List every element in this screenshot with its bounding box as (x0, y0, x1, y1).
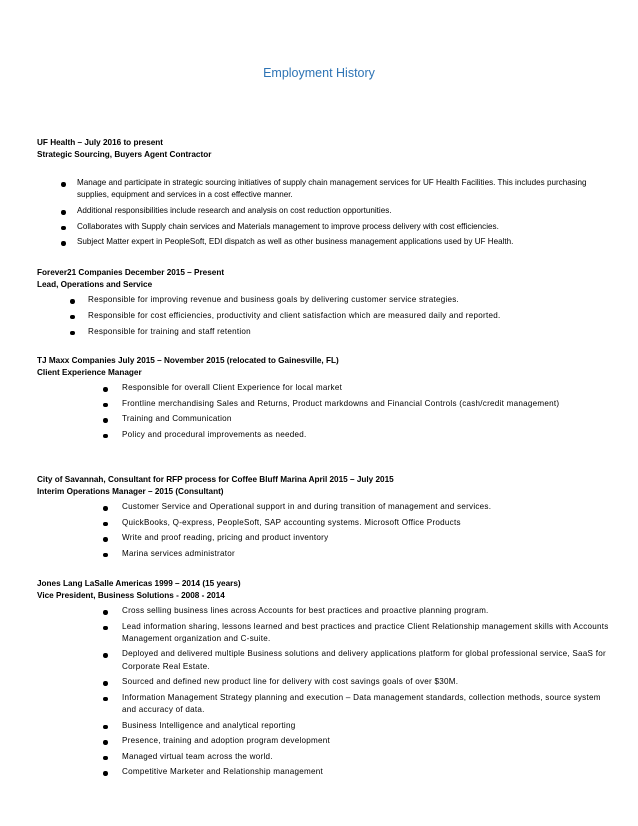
bullet-icon (103, 434, 108, 439)
bullet-icon (103, 740, 108, 745)
job-bullets (37, 501, 612, 560)
job-bullets (37, 294, 612, 338)
bullet-icon (61, 226, 66, 231)
job-company-line: TJ Maxx Companies July 2015 – November 2015 (relocated to Gainesville, FL) (37, 356, 339, 365)
job-tj-maxx (37, 355, 612, 444)
list-item: Responsible for training and staff retention (37, 326, 612, 338)
list-item: QuickBooks, Q-express, PeopleSoft, SAP accounting systems. Microsoft Office Products (37, 517, 612, 529)
bullet-icon (103, 653, 108, 658)
job-role-line: Lead, Operations and Service (37, 280, 153, 289)
bullet-icon (103, 771, 108, 776)
bullet-icon (70, 315, 75, 320)
job-forever21 (37, 267, 612, 341)
list-item: Subject Matter expert in PeopleSoft, EDI dispatch as well as other business management applications used by UF Health. (37, 236, 612, 248)
bullet-icon (103, 403, 108, 408)
job-company-line: Jones Lang LaSalle Americas 1999 – 2014 (15 years) (37, 579, 241, 588)
list-item: Competitive Marketer and Relationship management (37, 766, 612, 778)
list-item: Responsible for cost efficiencies, productivity and client satisfaction which are measured daily and reported. (37, 310, 612, 322)
job-bullets (37, 177, 612, 249)
list-item: Marina services administrator (37, 548, 612, 560)
job-jones-lang-lasalle (37, 578, 612, 782)
list-item: Responsible for improving revenue and business goals by delivering customer service strategies. (37, 294, 612, 306)
bullet-icon (103, 522, 108, 527)
job-bullets (37, 382, 612, 441)
list-item: Business Intelligence and analytical reporting (37, 720, 612, 732)
list-item: Manage and participate in strategic sourcing initiatives of supply chain management services for UF Health Facilities. This includes purchasing supplies, equipment and services in a cost effective manner. (37, 177, 612, 202)
job-bullets (37, 605, 612, 779)
list-item: Managed virtual team across the world. (37, 751, 612, 763)
bullet-icon (103, 756, 108, 761)
job-company-line: City of Savannah, Consultant for RFP process for Coffee Bluff Marina April 2015 – July 2015 (37, 475, 394, 484)
list-item: Policy and procedural improvements as needed. (37, 429, 612, 441)
job-role-line: Client Experience Manager (37, 368, 142, 377)
bullet-icon (70, 331, 75, 336)
list-item: Training and Communication (37, 413, 612, 425)
list-item: Cross selling business lines across Accounts for best practices and proactive planning program. (37, 605, 612, 617)
list-item: Presence, training and adoption program development (37, 735, 612, 747)
list-item: Deployed and delivered multiple Business solutions and delivery applications platform for global professional service, SaaS for Corporate Real Estate. (37, 648, 612, 673)
bullet-icon (103, 681, 108, 686)
list-item: Write and proof reading, pricing and product inventory (37, 532, 612, 544)
list-item: Information Management Strategy planning and execution – Data management standards, collection methods, source system and accuracy of data. (37, 692, 612, 717)
bullet-icon (61, 182, 66, 187)
bullet-icon (70, 299, 75, 304)
job-company-line: UF Health – July 2016 to present (37, 138, 164, 147)
list-item: Additional responsibilities include research and analysis on cost reduction opportunities. (37, 205, 612, 217)
job-role-line: Strategic Sourcing, Buyers Agent Contractor (37, 150, 212, 159)
bullet-icon (103, 387, 108, 392)
job-city-of-savannah (37, 474, 612, 563)
bullet-icon (103, 537, 108, 542)
list-item: Sourced and defined new product line for delivery with cost savings goals of over $30M. (37, 676, 612, 688)
bullet-icon (103, 610, 108, 615)
page-title: Employment History (263, 66, 375, 80)
bullet-icon (61, 210, 66, 215)
bullet-icon (103, 725, 108, 730)
list-item: Frontline merchandising Sales and Returns, Product markdowns and Financial Controls (cash/credit management) (37, 398, 612, 410)
job-role-line: Vice President, Business Solutions - 2008 - 2014 (37, 591, 225, 600)
bullet-icon (61, 241, 66, 246)
list-item: Lead information sharing, lessons learned and best practices and practice Client Relationship management skills with Accounts Management organization and C-suite. (37, 621, 612, 646)
job-role-line: Interim Operations Manager – 2015 (Consultant) (37, 487, 224, 496)
job-company-line: Forever21 Companies December 2015 – Present (37, 268, 225, 277)
job-uf-health (37, 137, 612, 252)
bullet-icon (103, 506, 108, 511)
bullet-icon (103, 626, 108, 631)
bullet-icon (103, 697, 108, 702)
list-item: Responsible for overall Client Experience for local market (37, 382, 612, 394)
bullet-icon (103, 553, 108, 558)
list-item: Customer Service and Operational support in and during transition of management and services. (37, 501, 612, 513)
bullet-icon (103, 418, 108, 423)
list-item: Collaborates with Supply chain services and Materials management to improve process delivery with cost efficiencies. (37, 221, 612, 233)
